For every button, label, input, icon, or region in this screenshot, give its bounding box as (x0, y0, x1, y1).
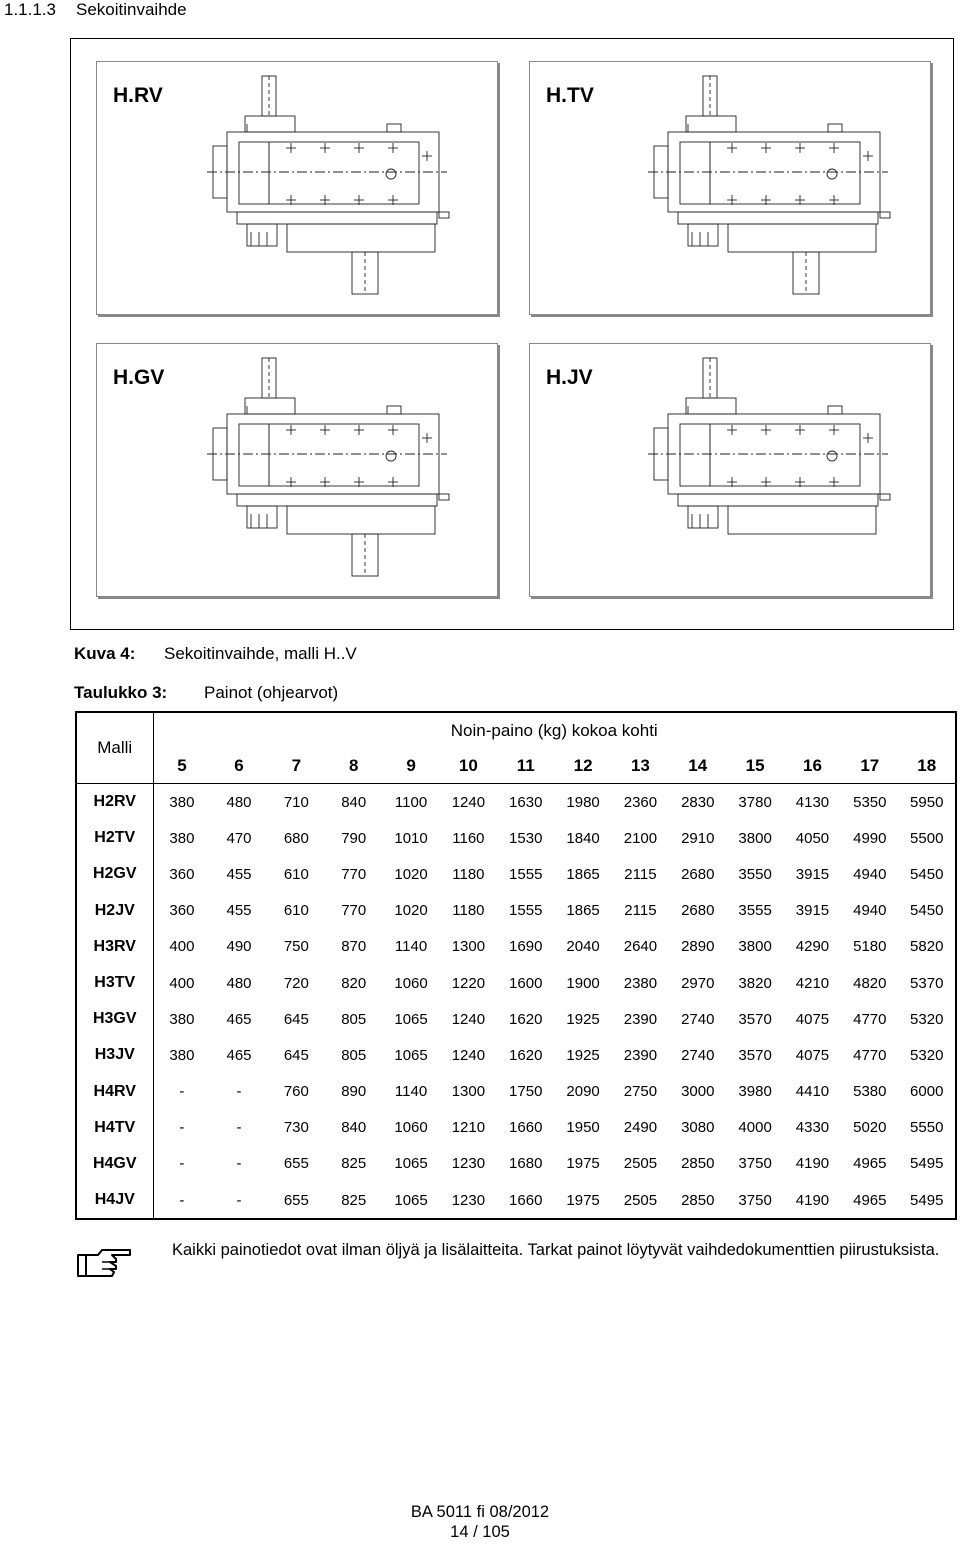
figure-caption-key: Kuva 4: (74, 644, 136, 663)
weight-cell: 3750 (738, 1155, 772, 1173)
weight-cell: 380 (169, 829, 195, 847)
weight-cell: 6000 (910, 1083, 944, 1101)
size-header: 16 (784, 749, 841, 784)
size-header: 12 (554, 749, 611, 784)
weight-cell: 400 (169, 974, 195, 992)
size-header: 10 (440, 749, 497, 784)
weight-cell: 4965 (853, 1191, 887, 1209)
weight-cell: 3550 (738, 865, 772, 883)
footer-doc-id: BA 5011 fi 08/2012 (410, 1503, 550, 1521)
size-header: 8 (325, 749, 382, 784)
weight-cell: 3080 (681, 1119, 715, 1137)
table-row (76, 1001, 956, 1037)
weight-cell: 1555 (509, 902, 543, 920)
table-row (76, 965, 956, 1001)
weight-cell: 1600 (509, 974, 543, 992)
weight-cell: 4330 (795, 1119, 830, 1137)
weight-cell: 805 (341, 1010, 367, 1028)
weight-cell: 1240 (451, 1046, 486, 1064)
panel-label: H.JV (546, 366, 593, 389)
note-text: Kaikki painotiedot ovat ilman öljyä ja lisälaitteita. Tarkat painot löytyvät vaihdedokumenttien piirustuksista. (172, 1241, 940, 1259)
weight-cell: 1865 (566, 902, 600, 920)
table-caption (74, 683, 338, 703)
weight-cell: 1865 (566, 865, 600, 883)
weight-cell: 4190 (795, 1155, 830, 1173)
weight-cell: 1630 (509, 793, 543, 811)
weight-cell: 840 (341, 1119, 367, 1137)
weight-cell: 480 (226, 793, 252, 811)
weight-cell: 3915 (795, 865, 830, 883)
weight-cell: 2830 (681, 793, 715, 811)
weight-cell: 4770 (853, 1046, 887, 1064)
weight-cell: 4990 (853, 829, 887, 847)
table-row (76, 893, 956, 929)
weight-cell: 1180 (452, 902, 485, 920)
weight-cell: 1980 (566, 793, 600, 811)
weight-cell: - (179, 1155, 185, 1173)
weight-cell: 2740 (681, 1046, 715, 1064)
model-cell: H3JV (76, 1037, 153, 1073)
weight-cell: 720 (283, 974, 309, 992)
panel-label: H.TV (546, 84, 594, 107)
weight-cell: 770 (341, 865, 367, 883)
weight-cell: 5370 (910, 974, 944, 992)
weight-cell: 1300 (451, 938, 486, 956)
table-row (76, 1146, 956, 1182)
weight-cell: 1160 (452, 829, 485, 847)
section-heading (4, 0, 187, 20)
size-header: 7 (268, 749, 325, 784)
weight-cell: 655 (283, 1155, 309, 1173)
model-cell: H3GV (76, 1001, 153, 1037)
weight-cell: 5495 (910, 1155, 944, 1173)
weight-cell: 5020 (853, 1119, 887, 1137)
weight-cell: 3570 (738, 1046, 772, 1064)
weight-cell: 1750 (509, 1083, 543, 1101)
table-row (76, 784, 956, 821)
weight-cell: 4820 (853, 974, 887, 992)
size-header: 14 (669, 749, 726, 784)
size-header: 6 (210, 749, 267, 784)
weight-cell: 870 (341, 938, 367, 956)
section-number: 1.1.1.3 (4, 0, 56, 19)
section-title: Sekoitinvaihde (76, 0, 187, 19)
weight-cell: 5500 (910, 829, 944, 847)
weight-cell: 5950 (910, 793, 944, 811)
weight-cell: 1240 (451, 793, 486, 811)
model-cell: H3TV (76, 965, 153, 1001)
table-row (76, 929, 956, 965)
size-header: 5 (153, 749, 210, 784)
weight-cell: 2680 (681, 902, 715, 920)
weight-cell: 1230 (451, 1191, 486, 1209)
size-header: 11 (497, 749, 554, 784)
weight-cell: 1065 (394, 1191, 428, 1209)
weight-cell: 455 (226, 865, 252, 883)
weight-cell: 4940 (853, 865, 887, 883)
gearbox-drawing (530, 344, 930, 596)
weight-cell: 380 (169, 1046, 195, 1064)
weight-cell: 760 (283, 1083, 309, 1101)
weight-cell: 470 (226, 829, 252, 847)
model-cell: H4GV (76, 1146, 153, 1182)
weight-cell: 2360 (623, 793, 658, 811)
weight-cell: 5350 (853, 793, 887, 811)
weight-cell: 465 (226, 1010, 252, 1028)
weight-cell: 4190 (795, 1191, 830, 1209)
weight-cell: 4075 (795, 1010, 830, 1028)
weight-cell: 1680 (509, 1155, 543, 1173)
weight-cell: 730 (283, 1119, 309, 1137)
model-cell: H4TV (76, 1110, 153, 1146)
weight-cell: - (236, 1119, 242, 1137)
weight-cell: 1100 (394, 793, 428, 811)
weight-cell: 4940 (853, 902, 887, 920)
weight-cell: 4965 (853, 1155, 887, 1173)
model-cell: H2GV (76, 856, 153, 892)
weight-cell: 680 (283, 829, 309, 847)
weight-cell: 5550 (910, 1119, 944, 1137)
weight-cell: 820 (341, 974, 367, 992)
weight-cell: 1555 (509, 865, 543, 883)
gearbox-drawing (97, 344, 497, 596)
weight-cell: 480 (226, 974, 252, 992)
weight-cell: 4050 (795, 829, 830, 847)
weight-cell: 5320 (910, 1010, 944, 1028)
weight-cell: 2505 (623, 1155, 658, 1173)
weight-cell: 5450 (910, 902, 944, 920)
weight-cell: 2040 (566, 938, 600, 956)
weight-cell: 825 (341, 1155, 367, 1173)
figure-caption-text: Sekoitinvaihde, malli H..V (164, 644, 357, 663)
weight-cell: 1065 (394, 1046, 428, 1064)
weight-cell: 3000 (681, 1083, 715, 1101)
weight-cell: 465 (226, 1046, 252, 1064)
weight-cell: 1950 (566, 1119, 600, 1137)
weight-cell: 4770 (853, 1010, 887, 1028)
weight-cell: 610 (283, 902, 309, 920)
weight-cell: - (236, 1083, 242, 1101)
weight-cell: 4410 (795, 1083, 830, 1101)
weight-cell: 490 (226, 938, 252, 956)
panel-label: H.GV (113, 366, 165, 389)
weight-cell: 1020 (394, 865, 428, 883)
weight-cell: 5495 (910, 1191, 944, 1209)
weight-cell: 770 (341, 902, 367, 920)
weight-cell: 1240 (451, 1010, 486, 1028)
weight-cell: 610 (283, 865, 309, 883)
table-caption-key: Taulukko 3: (74, 683, 168, 702)
model-cell: H4RV (76, 1074, 153, 1110)
weight-cell: 1925 (566, 1046, 600, 1064)
weight-cell: 1660 (509, 1119, 543, 1137)
weight-cell: 3800 (738, 938, 772, 956)
weight-cell: 360 (169, 902, 195, 920)
weight-cell: 2115 (624, 865, 657, 883)
weight-cell: - (179, 1083, 185, 1101)
weight-cell: 3570 (738, 1010, 772, 1028)
weight-cell: 1620 (509, 1010, 543, 1028)
weight-cell: 4075 (795, 1046, 830, 1064)
weight-cell: 2750 (623, 1083, 658, 1101)
table-body (76, 784, 956, 1220)
table-caption-text: Painot (ohjearvot) (204, 683, 339, 702)
weight-cell: 2390 (623, 1046, 658, 1064)
footer-page-number: 14 / 105 (450, 1523, 510, 1541)
weight-cell: 825 (341, 1191, 367, 1209)
weight-cell: 710 (283, 793, 309, 811)
weight-cell: 380 (169, 793, 195, 811)
weight-cell: 840 (341, 793, 367, 811)
table-row (76, 1110, 956, 1146)
weight-cell: 1065 (394, 1010, 428, 1028)
weight-cell: 1975 (566, 1155, 600, 1173)
weight-cell: 750 (283, 938, 309, 956)
weight-cell: 645 (283, 1046, 309, 1064)
weight-cell: 2640 (623, 938, 658, 956)
drawing-panel-hrv (96, 61, 498, 315)
weight-cell: 805 (341, 1046, 367, 1064)
weight-cell: 1180 (452, 865, 485, 883)
weight-cell: 3555 (738, 902, 772, 920)
weight-cell: 790 (341, 829, 367, 847)
group-header: Noin-paino (kg) kokoa kohti (450, 721, 658, 740)
weight-cell: 1300 (451, 1083, 486, 1101)
weights-table (75, 711, 957, 1220)
model-cell: H2JV (76, 893, 153, 929)
weight-cell: 3750 (738, 1191, 772, 1209)
weight-cell: - (236, 1155, 242, 1173)
weight-cell: 890 (341, 1083, 367, 1101)
weight-cell: 655 (283, 1191, 309, 1209)
weight-cell: 2090 (566, 1083, 600, 1101)
weight-cell: 1210 (451, 1119, 486, 1137)
table-row (76, 856, 956, 892)
weight-cell: 1620 (509, 1046, 543, 1064)
weight-cell: 3980 (738, 1083, 772, 1101)
weight-cell: 2740 (681, 1010, 715, 1028)
weight-cell: 2390 (623, 1010, 658, 1028)
weight-cell: 5820 (910, 938, 944, 956)
weight-cell: 2850 (681, 1191, 715, 1209)
weight-cell: 4000 (738, 1119, 772, 1137)
size-header: 17 (841, 749, 898, 784)
pointing-hand-icon (76, 1245, 132, 1279)
model-cell: H2RV (76, 784, 153, 821)
weight-cell: 3800 (738, 829, 772, 847)
weight-cell: 2910 (681, 829, 715, 847)
weight-cell: 380 (169, 1010, 195, 1028)
corner-label: Malli (76, 712, 153, 784)
size-header: 15 (726, 749, 783, 784)
weight-cell: 1060 (394, 974, 428, 992)
weight-cell: 2680 (681, 865, 715, 883)
weight-cell: 1220 (451, 974, 486, 992)
gearbox-drawing (97, 62, 497, 314)
weight-cell: 2490 (623, 1119, 658, 1137)
weight-cell: 1840 (566, 829, 600, 847)
gearbox-drawing (530, 62, 930, 314)
drawing-panel-htv (529, 61, 931, 315)
weight-cell: 4130 (795, 793, 830, 811)
weight-cell: 1690 (509, 938, 543, 956)
weight-cell: 2380 (623, 974, 658, 992)
weight-cell: 400 (169, 938, 195, 956)
table-row (76, 1074, 956, 1110)
figure-caption (74, 644, 357, 664)
weight-cell: - (179, 1191, 185, 1209)
weight-cell: 2970 (681, 974, 715, 992)
weight-cell: 2890 (681, 938, 715, 956)
model-cell: H3RV (76, 929, 153, 965)
drawing-panel-hgv (96, 343, 498, 597)
figure-frame (70, 38, 954, 630)
weight-cell: 4210 (795, 974, 830, 992)
weight-cell: 1020 (394, 902, 428, 920)
weight-cell: 4290 (795, 938, 830, 956)
table-row (76, 820, 956, 856)
weight-cell: 1530 (509, 829, 543, 847)
weight-cell: 1230 (451, 1155, 486, 1173)
size-header: 18 (898, 749, 956, 784)
model-cell: H2TV (76, 820, 153, 856)
weight-cell: 3780 (738, 793, 772, 811)
weight-cell: 5320 (910, 1046, 944, 1064)
weight-cell: 1065 (394, 1155, 428, 1173)
weight-cell: 3915 (795, 902, 830, 920)
size-header: 13 (612, 749, 669, 784)
weight-cell: 1660 (509, 1191, 543, 1209)
weight-cell: 5180 (853, 938, 887, 956)
table-row (76, 1037, 956, 1073)
weight-cell: 360 (169, 865, 195, 883)
weight-cell: 1975 (566, 1191, 600, 1209)
weight-cell: 2850 (681, 1155, 715, 1173)
weight-cell: 455 (226, 902, 252, 920)
weight-cell: 1140 (394, 1083, 428, 1101)
weight-cell: 645 (283, 1010, 309, 1028)
model-cell: H4JV (76, 1182, 153, 1219)
weight-cell: 5450 (910, 865, 944, 883)
weight-cell: 2100 (623, 829, 658, 847)
weight-cell: 5380 (853, 1083, 887, 1101)
weight-cell: 1010 (394, 829, 428, 847)
size-header-row (76, 749, 956, 784)
weight-cell: 2505 (623, 1191, 658, 1209)
panel-label: H.RV (113, 84, 163, 107)
weight-cell: 1925 (566, 1010, 600, 1028)
weight-cell: 1140 (394, 938, 428, 956)
weight-cell: 1060 (394, 1119, 428, 1137)
size-header: 9 (382, 749, 439, 784)
weight-cell: 3820 (738, 974, 772, 992)
weight-cell: - (236, 1191, 242, 1209)
weight-cell: 1900 (566, 974, 600, 992)
weight-cell: 2115 (624, 902, 657, 920)
table-row (76, 1182, 956, 1219)
table-group-header-row (76, 712, 956, 749)
weight-cell: - (179, 1119, 185, 1137)
drawing-panel-hjv (529, 343, 931, 597)
